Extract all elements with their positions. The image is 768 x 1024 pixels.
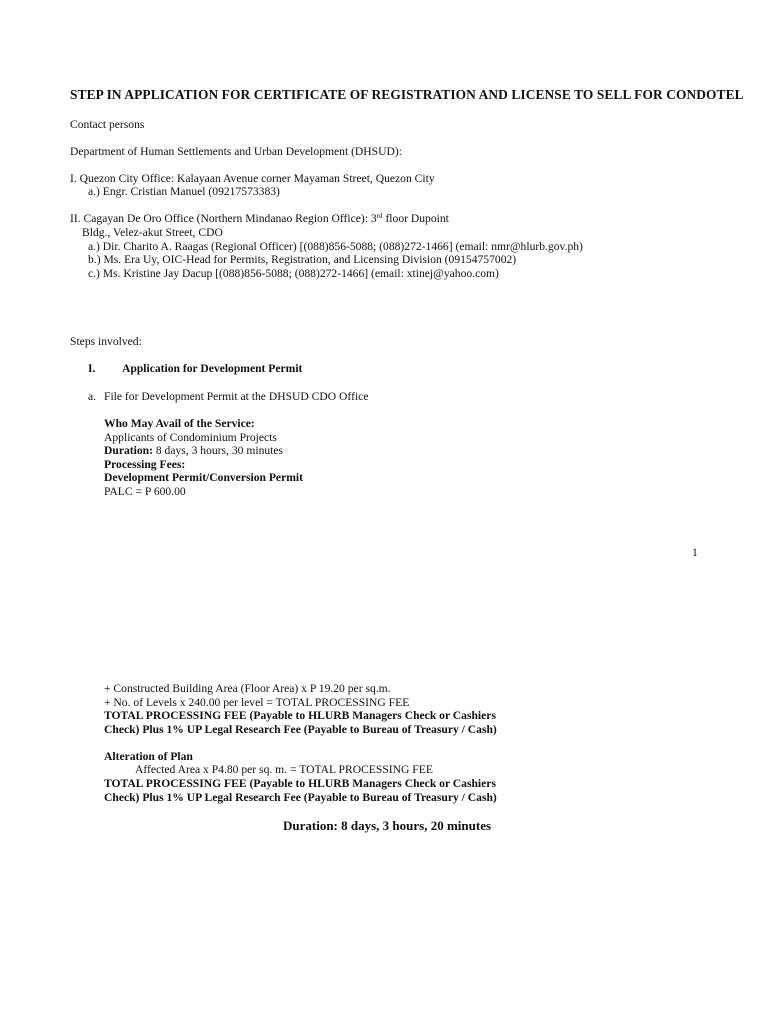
section-number: I. — [88, 362, 96, 375]
alteration-of-plan-label: Alteration of Plan — [104, 750, 193, 763]
duration-label: Duration: — [104, 444, 153, 457]
page-number: 1 — [692, 546, 698, 559]
steps-heading: Steps involved: — [70, 335, 142, 348]
qc-contact-person: a.) Engr. Cristian Manuel (09217573383) — [88, 185, 280, 198]
cdo-office-address — [70, 213, 449, 225]
item-a-letter: a. — [88, 390, 97, 403]
cdo-office-sup: rd — [376, 212, 383, 220]
fee-line-levels: + No. of Levels x 240.00 per level = TOTAL PROCESSING FEE — [104, 696, 410, 709]
cdo-contact-a: a.) Dir. Charito A. Raagas (Regional Officer) [(088)856-5088; (088)272-1466] (email: nmr@hlurb.gov.ph) — [88, 240, 583, 253]
section-title: Application for Development Permit — [122, 362, 303, 375]
total-fee2-line2: Check) Plus 1% UP Legal Research Fee (Payable to Bureau of Treasury / Cash) — [104, 791, 497, 804]
total-fee-line2: Check) Plus 1% UP Legal Research Fee (Payable to Bureau of Treasury / Cash) — [104, 723, 497, 736]
palc-fee: PALC = P 600.00 — [104, 485, 186, 498]
alteration-fee-line: Affected Area x P4.80 per sq. m. = TOTAL PROCESSING FEE — [135, 763, 433, 776]
qc-office-address: I. Quezon City Office: Kalayaan Avenue corner Mayaman Street, Quezon City — [70, 172, 435, 185]
who-may-avail-label: Who May Avail of the Service: — [104, 417, 255, 430]
total-fee-line1: TOTAL PROCESSING FEE (Payable to HLURB Managers Check or Cashiers — [104, 709, 496, 722]
cdo-office-pre: II. Cagayan De Oro Office (Northern Mindanao Region Office): 3 — [70, 212, 377, 225]
cdo-contact-c: c.) Ms. Kristine Jay Dacup [(088)856-5088; (088)272-1466] (email: xtinej@yahoo.com) — [88, 267, 499, 280]
cdo-office-post: floor Dupoint — [382, 212, 449, 225]
contact-heading: Contact persons — [70, 118, 145, 131]
processing-fees-label: Processing Fees: — [104, 458, 186, 471]
fee-line-floor-area: + Constructed Building Area (Floor Area) x P 19.20 per sq.m. — [104, 682, 391, 695]
duration-value: 8 days, 3 hours, 30 minutes — [152, 444, 284, 457]
cdo-office-address-line2: Bldg., Velez-akut Street, CDO — [82, 226, 223, 239]
who-may-avail-value: Applicants of Condominium Projects — [104, 431, 277, 444]
duration-line — [104, 445, 283, 457]
development-permit-label: Development Permit/Conversion Permit — [104, 471, 303, 484]
cdo-contact-b: b.) Ms. Era Uy, OIC-Head for Permits, Registration, and Licensing Division (09154757002) — [88, 253, 517, 266]
department-name: Department of Human Settlements and Urban Development (DHSUD): — [70, 145, 402, 158]
document-title: STEP IN APPLICATION FOR CERTIFICATE OF REGISTRATION AND LICENSE TO SELL FOR CONDOTEL — [70, 87, 744, 102]
duration-footer: Duration: 8 days, 3 hours, 20 minutes — [283, 818, 492, 833]
item-a-text: File for Development Permit at the DHSUD CDO Office — [104, 390, 369, 403]
total-fee2-line1: TOTAL PROCESSING FEE (Payable to HLURB Managers Check or Cashiers — [104, 777, 496, 790]
